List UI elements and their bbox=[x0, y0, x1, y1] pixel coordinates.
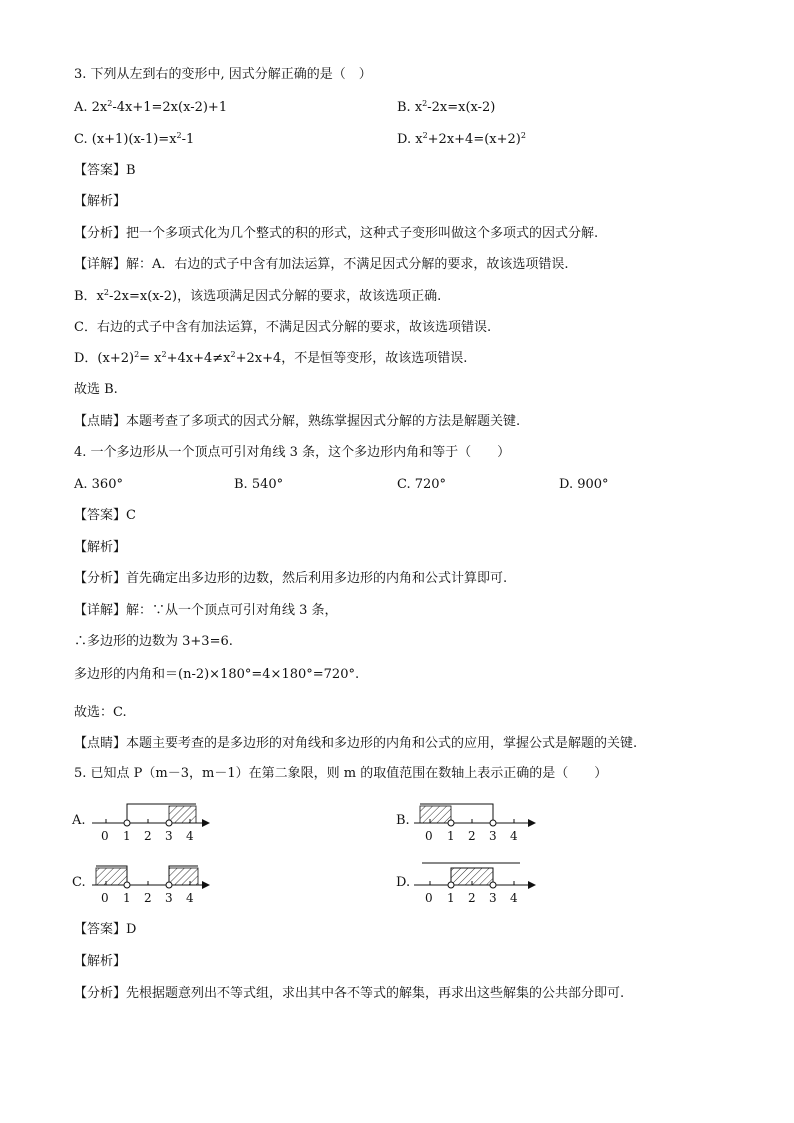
q3-stem: 3. 下列从左到右的变形中, 因式分解正确的是（ ） bbox=[74, 67, 372, 82]
q3-jiexi: 【解析】 bbox=[74, 194, 127, 209]
q4-line-3: 多边形的内角和＝(n-2)×180°=4×180°=720°. bbox=[74, 667, 360, 682]
q5-choice-a-label: A. bbox=[72, 813, 86, 828]
q5-choice-b-label: B. bbox=[396, 813, 410, 828]
q3-line-b: B．$x^2-2x=x(x-2)$，该选项满足因式分解的要求，故该选项正确. bbox=[74, 288, 442, 304]
tick-label: 1 bbox=[447, 891, 455, 905]
q4-option-a: A. 360° bbox=[74, 477, 123, 492]
q4-dianjing: 【点睛】本题主要考查的是多边形的对角线和多边形的内角和公式的应用，掌握公式是解题的关键. bbox=[74, 736, 638, 751]
tick-label: 2 bbox=[468, 829, 476, 843]
tick-label: 4 bbox=[510, 891, 518, 905]
q3-line-c: C．右边的式子中含有加法运算，不满足因式分解的要求，故该选项错误. bbox=[74, 320, 492, 335]
q4-option-d: D. 900° bbox=[559, 477, 609, 492]
q5-number-line-b bbox=[412, 798, 542, 848]
q3-dianjing: 【点睛】本题考查了多项式的因式分解，熟练掌握因式分解的方法是解题关键. bbox=[74, 414, 521, 429]
q5-choice-d-label: D. bbox=[396, 875, 411, 890]
tick-label: 1 bbox=[123, 829, 131, 843]
tick-label: 4 bbox=[510, 829, 518, 843]
tick-label: 4 bbox=[186, 829, 194, 843]
q5-stem: 5. 已知点 P（m－3，m－1）在第二象限，则 m 的取值范围在数轴上表示正确的是（ ） bbox=[74, 766, 608, 781]
q5-number-line-c bbox=[86, 860, 216, 910]
q4-line-2: ∴多边形的边数为 3+3=6. bbox=[74, 634, 233, 649]
q4-option-c: C. 720° bbox=[397, 477, 447, 492]
q3-fenxi: 【分析】把一个多项式化为几个整式的积的形式，这种式子变形叫做这个多项式的因式分解. bbox=[74, 226, 599, 241]
tick-label: 2 bbox=[144, 891, 152, 905]
q5-answer: 【答案】D bbox=[74, 922, 137, 937]
q3-line-d: D．$(x+2)^2= x^2+4x+4\ne x^2+2x+4$，不是恒等变形，故该选项错误. bbox=[74, 350, 468, 366]
q4-answer: 【答案】C bbox=[74, 508, 136, 523]
q3-option-d: D. $x^2+2x+4=(x+2)^2$ bbox=[397, 131, 526, 147]
q5-choice-c-label: C. bbox=[72, 875, 86, 890]
tick-label: 2 bbox=[144, 829, 152, 843]
tick-label: 3 bbox=[165, 891, 173, 905]
q4-stem: 4. 一个多边形从一个顶点可引对角线 3 条，这个多边形内角和等于（ ） bbox=[74, 445, 511, 460]
q5-number-line-d bbox=[412, 860, 542, 910]
tick-label: 3 bbox=[165, 829, 173, 843]
tick-label: 1 bbox=[123, 891, 131, 905]
q3-xiangjie: 【详解】解：A．右边的式子中含有加法运算，不满足因式分解的要求，故该选项错误. bbox=[74, 257, 569, 272]
tick-label: 3 bbox=[489, 891, 497, 905]
tick-label: 0 bbox=[425, 829, 433, 843]
q3-option-c: C. $(x+1)(x-1)=x^2-1$ bbox=[74, 131, 195, 147]
q3-guxuan: 故选 B. bbox=[74, 382, 118, 397]
q4-jiexi: 【解析】 bbox=[74, 540, 127, 555]
tick-label: 1 bbox=[447, 829, 455, 843]
tick-label: 0 bbox=[101, 829, 109, 843]
q4-xiangjie: 【详解】解：∵从一个顶点可引对角线 3 条， bbox=[74, 603, 338, 618]
q4-fenxi: 【分析】首先确定出多边形的边数，然后利用多边形的内角和公式计算即可. bbox=[74, 571, 508, 586]
q5-number-line-a bbox=[86, 798, 216, 848]
q5-fenxi: 【分析】先根据题意列出不等式组，求出其中各不等式的解集，再求出这些解集的公共部分即可. bbox=[74, 986, 625, 1001]
q4-option-b: B. 540° bbox=[234, 477, 284, 492]
q4-guxuan: 故选：C. bbox=[74, 705, 127, 720]
tick-label: 3 bbox=[489, 829, 497, 843]
q5-jiexi: 【解析】 bbox=[74, 954, 127, 969]
q3-option-b: B. $x^2-2x=x(x-2)$ bbox=[397, 99, 496, 115]
tick-label: 0 bbox=[425, 891, 433, 905]
q3-answer: 【答案】B bbox=[74, 163, 136, 178]
tick-label: 0 bbox=[101, 891, 109, 905]
tick-label: 2 bbox=[468, 891, 476, 905]
tick-label: 4 bbox=[186, 891, 194, 905]
q3-option-a: A. $2x^2-4x+1=2x(x-2)+1$ bbox=[74, 99, 228, 115]
